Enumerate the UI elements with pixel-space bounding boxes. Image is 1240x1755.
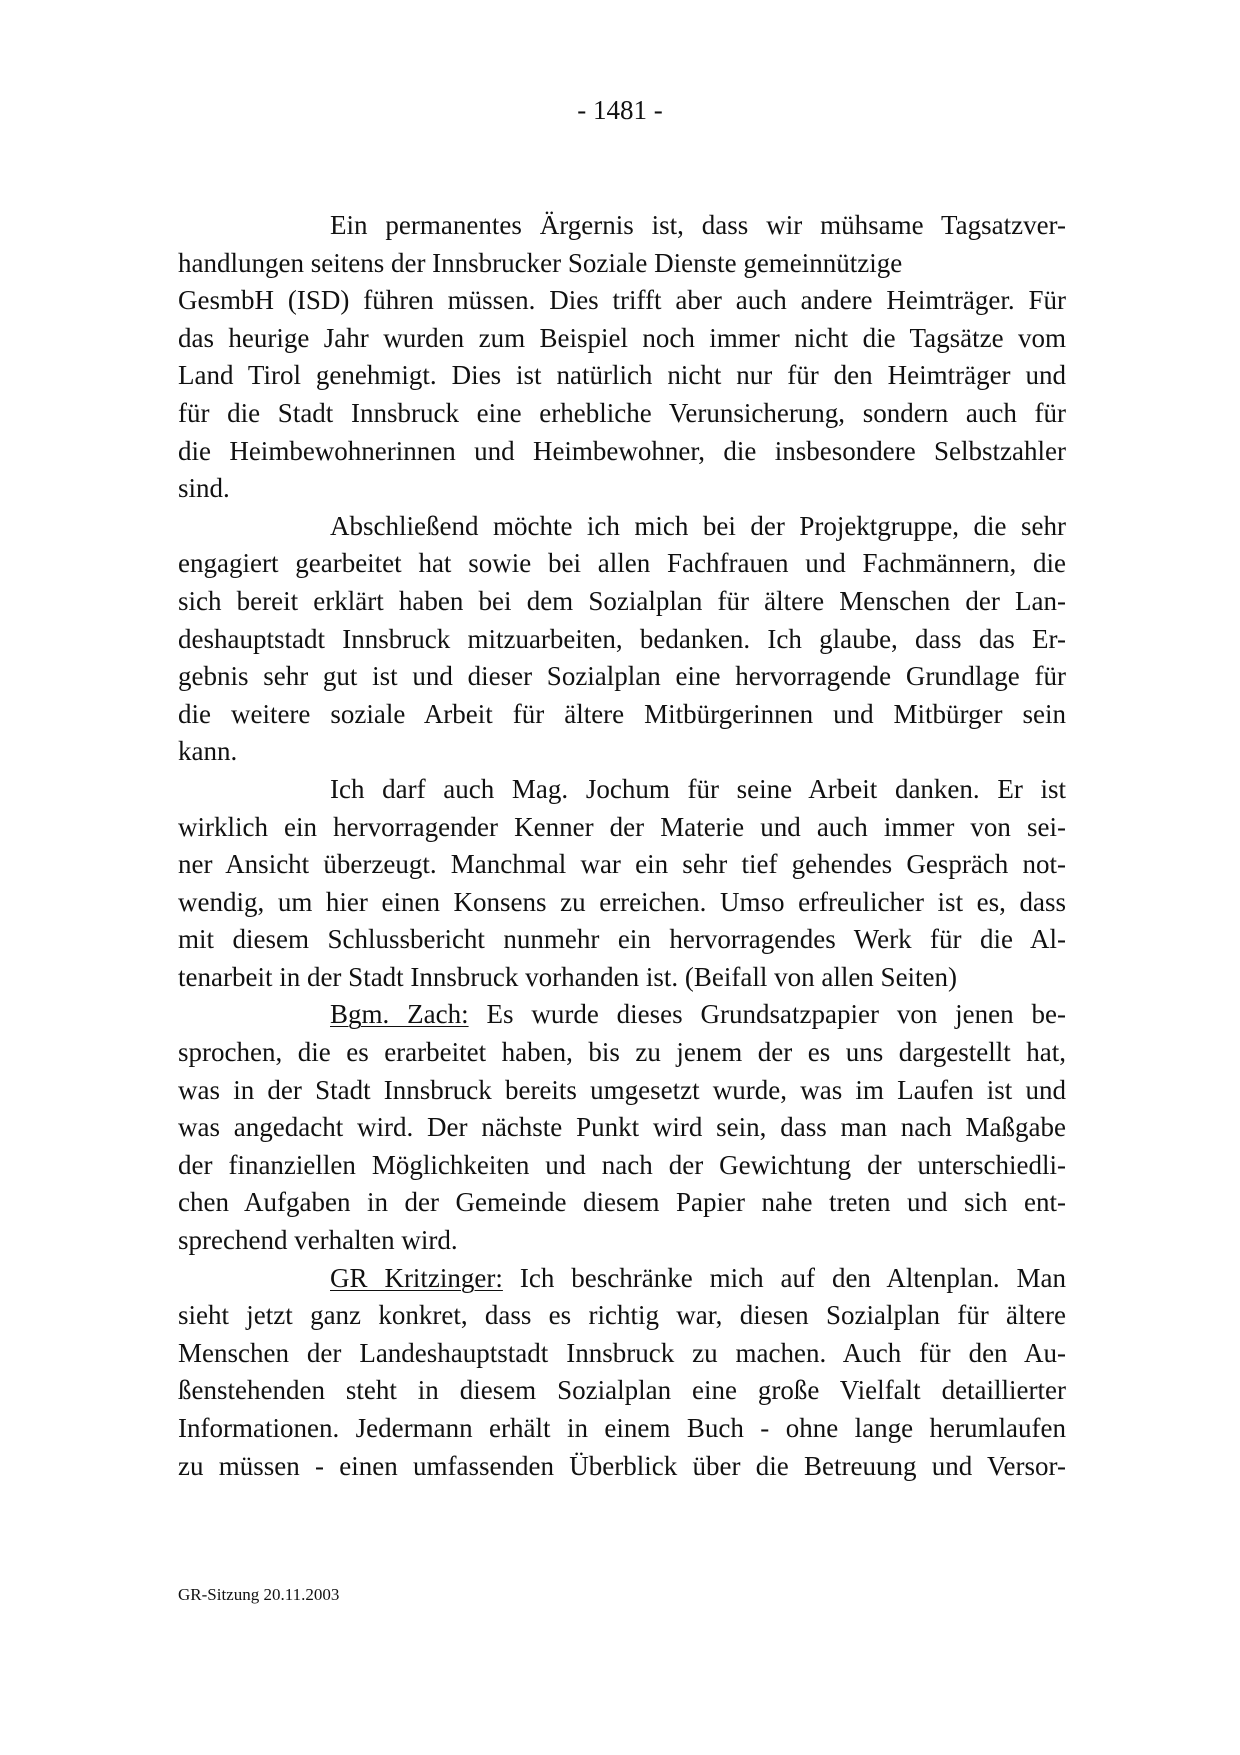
text-line: was in der Stadt Innsbruck bereits umgesetzt wurde, was im Laufen ist und (178, 1074, 1066, 1105)
text-line: tenarbeit in der Stadt Innsbruck vorhanden ist. (Beifall von allen Seiten) (178, 961, 958, 992)
text-line: handlungen seitens der Innsbrucker Soziale Dienste gemeinnützige (178, 247, 903, 278)
text-line: sieht jetzt ganz konkret, dass es richtig war, diesen Sozialplan für ältere (178, 1300, 1066, 1331)
text-line: sind. (178, 473, 230, 504)
text-line: sprochen, die es erarbeitet haben, bis zu jenem der es uns dargestellt hat, (178, 1037, 1066, 1068)
text-line: mit diesem Schlussbericht nunmehr ein hervorragendes Werk für die Al- (178, 924, 1066, 955)
footer-session-date: GR-Sitzung 20.11.2003 (178, 1585, 340, 1604)
speaker-line (178, 1260, 1066, 1298)
speaker-line (178, 996, 1066, 1034)
text-line: engagiert gearbeitet hat sowie bei allen Fachfrauen und Fachmännern, die (178, 548, 1066, 579)
text-line: Ich darf auch Mag. Jochum für seine Arbeit danken. Er ist (330, 773, 1066, 804)
text-line: das heurige Jahr wurden zum Beispiel noch immer nicht die Tagsätze vom (178, 322, 1066, 353)
text-line: was angedacht wird. Der nächste Punkt wird sein, dass man nach Maßgabe (178, 1112, 1066, 1143)
speaker-name: GR Kritzinger: (330, 1262, 503, 1293)
text-line: Menschen der Landeshauptstadt Innsbruck zu machen. Auch für den Au- (178, 1337, 1066, 1368)
text-line: wendig, um hier einen Konsens zu erreichen. Umso erfreulicher ist es, dass (178, 886, 1066, 917)
speaker-text: Ich beschränke mich auf den Altenplan. Man (519, 1262, 1067, 1293)
text-line: für die Stadt Innsbruck eine erhebliche Verunsicherung, sondern auch für (178, 397, 1066, 428)
text-line: die Heimbewohnerinnen und Heimbewohner, die insbesondere Selbstzahler (178, 435, 1066, 466)
text-line: chen Aufgaben in der Gemeinde diesem Papier nahe treten und sich ent- (178, 1187, 1066, 1218)
text-line: Informationen. Jedermann erhält in einem Buch - ohne lange herumlaufen (178, 1413, 1066, 1443)
text-line: deshauptstadt Innsbruck mitzuarbeiten, bedanken. Ich glaube, dass das Er- (178, 623, 1066, 654)
text-line: gebnis sehr gut ist und dieser Sozialplan eine hervorragende Grundlage für (178, 661, 1066, 692)
text-line: Land Tirol genehmigt. Dies ist natürlich nicht nur für den Heimträger und (178, 360, 1066, 391)
text-line: Abschließend möchte ich mich bei der Projektgruppe, die sehr (330, 510, 1066, 541)
text-line: die weitere soziale Arbeit für ältere Mitbürgerinnen und Mitbürger sein (178, 698, 1066, 729)
page-number: - 1481 - (577, 95, 663, 125)
text-line: Ein permanentes Ärgernis ist, dass wir mühsame Tagsatzver- (330, 210, 1066, 240)
speaker-name: Bgm. Zach: (330, 999, 469, 1030)
text-line: der finanziellen Möglichkeiten und nach der Gewichtung der unterschiedli- (178, 1149, 1066, 1180)
text-line: GesmbH (ISD) führen müssen. Dies trifft aber auch andere Heimträger. Für (178, 285, 1066, 316)
body-text (178, 207, 1066, 1485)
text-line: kann. (178, 736, 238, 767)
text-line: zu müssen - einen umfassenden Überblick über die Betreuung und Versor- (178, 1450, 1066, 1481)
text-line: wirklich ein hervorragender Kenner der Materie und auch immer von sei- (178, 811, 1066, 842)
speaker-text: Es wurde dieses Grundsatzpapier von jenen be- (486, 999, 1066, 1030)
text-line: sich bereit erklärt haben bei dem Sozialplan für ältere Menschen der Lan- (178, 585, 1066, 616)
text-line: sprechend verhalten wird. (178, 1225, 458, 1256)
text-line: ner Ansicht überzeugt. Manchmal war ein sehr tief gehendes Gespräch not- (178, 849, 1066, 880)
text-line: ßenstehenden steht in diesem Sozialplan eine große Vielfalt detaillierter (178, 1375, 1066, 1406)
